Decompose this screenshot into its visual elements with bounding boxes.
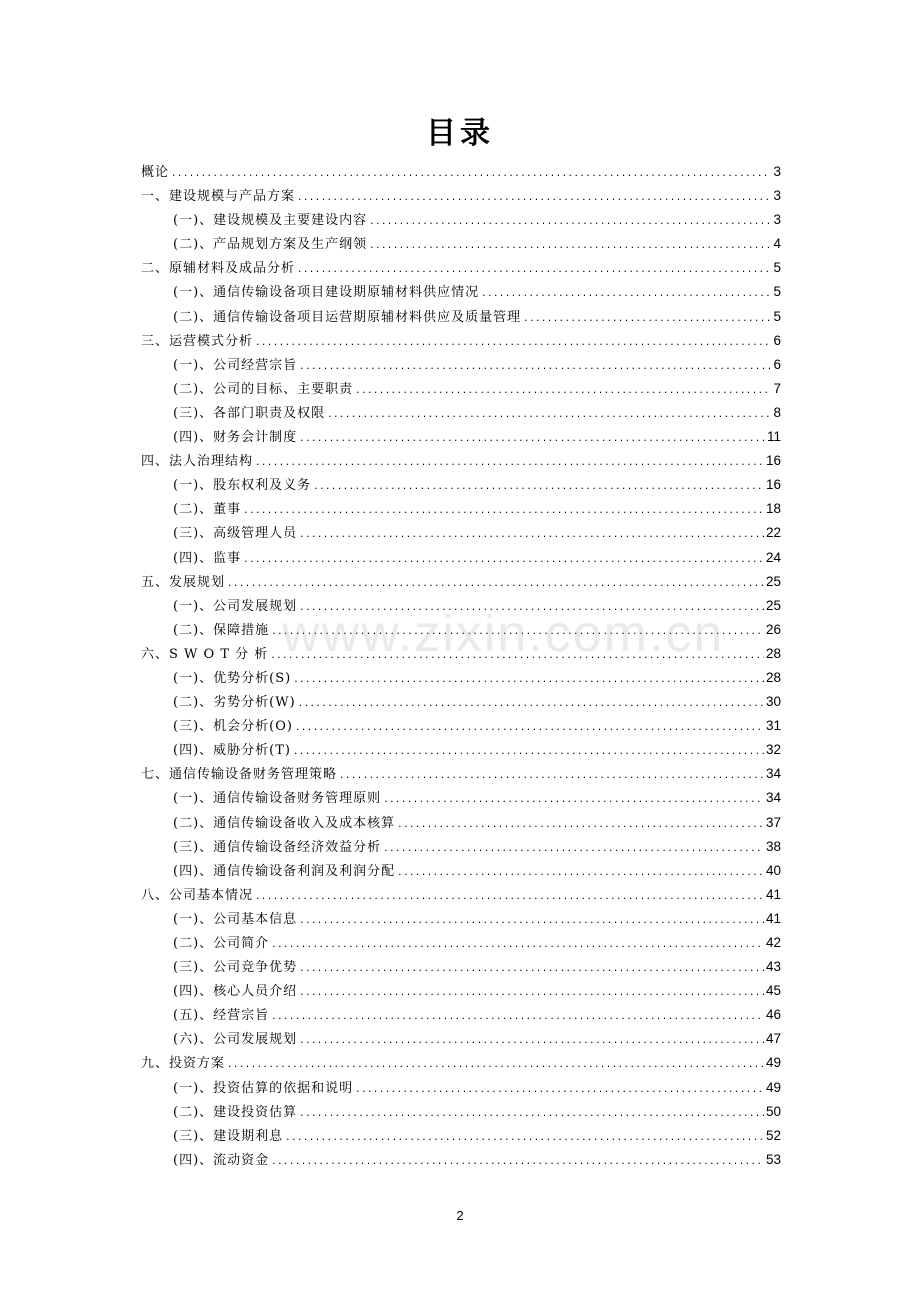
toc-entry-page: 8 [773, 404, 781, 420]
toc-entry-label: (二)、公司的目标、主要职责 [173, 381, 354, 397]
toc-entry-label: (四)、流动资金 [173, 1152, 270, 1168]
toc-entry-label: (五)、经营宗旨 [173, 1008, 270, 1024]
toc-dot-leader [270, 644, 764, 668]
toc-entry-page: 47 [765, 1031, 781, 1047]
toc-entry[interactable] [141, 714, 781, 738]
toc-entry-page: 26 [765, 621, 781, 637]
toc-entry-label: (一)、通信传输设备项目建设期原辅材料供应情况 [173, 285, 480, 301]
toc-entry-page: 24 [765, 549, 781, 565]
toc-entry[interactable] [141, 690, 781, 714]
toc-dot-leader [271, 933, 764, 957]
toc-entry-page: 16 [765, 453, 781, 469]
toc-entry-page: 42 [765, 935, 781, 950]
toc-entry[interactable] [141, 521, 781, 545]
toc-entry-page: 38 [765, 838, 781, 854]
toc-entry[interactable] [141, 786, 781, 810]
toc-entry-label: 六、S W O T 分 析 [141, 646, 269, 662]
toc-entry[interactable] [141, 256, 781, 280]
toc-entry-page: 28 [765, 645, 781, 661]
toc-entry-page: 25 [765, 597, 781, 613]
toc-entry-label: (三)、高级管理人员 [173, 526, 298, 542]
toc-entry-page: 3 [773, 212, 781, 228]
toc-dot-leader [297, 186, 771, 210]
toc-entry[interactable] [141, 184, 781, 208]
toc-entry-label: (四)、核心人员介绍 [173, 984, 298, 1000]
toc-entry-label: 概论 [141, 165, 170, 180]
toc-entry-label: (一)、优势分析(S) [173, 670, 292, 686]
toc-dot-leader [171, 162, 771, 186]
toc-dot-leader [271, 1005, 764, 1029]
toc-dot-leader [355, 1078, 764, 1102]
toc-entry[interactable] [141, 305, 781, 329]
toc-entry[interactable] [141, 907, 781, 931]
toc-dot-leader [227, 1053, 764, 1077]
toc-entry[interactable] [141, 811, 781, 835]
toc-entry[interactable] [141, 666, 781, 690]
toc-entry-page: 5 [773, 308, 781, 324]
toc-dot-leader [369, 234, 771, 258]
toc-entry[interactable] [141, 1027, 781, 1051]
toc-entry-page: 45 [765, 983, 781, 999]
toc-entry[interactable] [141, 401, 781, 425]
toc-entry[interactable] [141, 497, 781, 521]
toc-entry-page: 3 [773, 188, 781, 204]
toc-entry-label: (三)、机会分析(O) [173, 719, 293, 735]
toc-entry[interactable] [141, 329, 781, 353]
toc-entry-page: 49 [765, 1055, 781, 1071]
toc-entry-page: 6 [773, 356, 781, 372]
table-of-contents [141, 160, 781, 1172]
toc-entry-label: 五、发展规划 [141, 574, 226, 590]
toc-entry-label: (二)、劣势分析(W) [173, 695, 296, 711]
toc-dot-leader [397, 813, 764, 837]
toc-dot-leader [297, 258, 771, 282]
toc-dot-leader [285, 1126, 764, 1150]
toc-entry-page: 30 [765, 694, 781, 710]
toc-entry-page: 16 [765, 477, 781, 493]
toc-entry-page: 40 [765, 862, 781, 878]
toc-entry-page: 3 [773, 164, 781, 179]
toc-entry[interactable] [141, 1003, 781, 1027]
toc-entry-label: 一、建设规模与产品方案 [141, 189, 296, 205]
toc-entry-page: 34 [765, 766, 781, 782]
toc-dot-leader [299, 427, 765, 451]
toc-entry-label: (二)、产品规划方案及生产纲领 [173, 237, 368, 253]
toc-entry-label: (一)、通信传输设备财务管理原则 [173, 791, 382, 807]
toc-dot-leader [271, 620, 764, 644]
toc-dot-leader [255, 331, 771, 355]
toc-entry[interactable] [141, 1051, 781, 1075]
toc-entry[interactable] [141, 473, 781, 497]
toc-entry-page: 5 [773, 284, 781, 300]
toc-entry[interactable] [141, 979, 781, 1003]
toc-entry[interactable] [141, 232, 781, 256]
toc-entry-page: 11 [766, 429, 781, 445]
toc-dot-leader [227, 572, 764, 596]
toc-dot-leader [299, 1102, 764, 1126]
toc-entry-label: (一)、建设规模及主要建设内容 [173, 213, 368, 229]
toc-entry-label: 二、原辅材料及成品分析 [141, 261, 296, 277]
toc-dot-leader [299, 523, 764, 547]
toc-entry[interactable] [141, 208, 781, 232]
toc-entry-page: 7 [773, 380, 781, 396]
page-number: 2 [456, 1208, 464, 1223]
toc-entry-page: 49 [765, 1079, 781, 1095]
toc-dot-leader [255, 451, 764, 475]
toc-entry[interactable] [141, 762, 781, 786]
toc-dot-leader [293, 668, 764, 692]
toc-entry-page: 18 [765, 501, 781, 517]
toc-entry[interactable] [141, 1100, 781, 1124]
toc-entry[interactable] [141, 618, 781, 642]
toc-dot-leader [313, 475, 764, 499]
toc-dot-leader [383, 837, 764, 861]
toc-entry-label: (四)、监事 [173, 550, 242, 566]
toc-entry-page: 50 [765, 1103, 781, 1119]
toc-entry-label: 八、公司基本情况 [141, 887, 254, 903]
toc-entry-label: (四)、财务会计制度 [173, 430, 298, 446]
toc-dot-leader [243, 548, 764, 572]
toc-entry[interactable] [141, 594, 781, 618]
toc-dot-leader [339, 764, 764, 788]
toc-entry-page: 41 [765, 886, 781, 902]
toc-entry-label: 九、投资方案 [141, 1056, 226, 1072]
toc-dot-leader [355, 379, 771, 403]
toc-entry-label: (三)、各部门职责及权限 [173, 405, 326, 421]
toc-dot-leader [397, 861, 764, 885]
toc-entry[interactable] [141, 425, 781, 449]
toc-dot-leader [293, 740, 764, 764]
toc-entry-label: 四、法人治理结构 [141, 454, 254, 470]
page-title: 目录 [426, 116, 494, 151]
toc-entry-label: (二)、建设投资估算 [173, 1104, 298, 1120]
toc-entry[interactable] [141, 280, 781, 304]
toc-entry[interactable] [141, 883, 781, 907]
toc-dot-leader [295, 716, 764, 740]
toc-entry-label: (一)、公司基本信息 [173, 911, 298, 927]
toc-entry-page: 43 [765, 959, 781, 975]
toc-dot-leader [327, 403, 771, 427]
toc-dot-leader [299, 981, 764, 1005]
toc-entry-page: 6 [773, 332, 781, 348]
toc-entry[interactable] [141, 642, 781, 666]
toc-entry-page: 37 [765, 814, 781, 830]
toc-entry-label: (一)、股东权利及义务 [173, 478, 312, 494]
toc-entry-page: 34 [765, 790, 781, 806]
toc-entry-label: (二)、保障措施 [173, 622, 270, 638]
toc-entry[interactable] [141, 859, 781, 883]
toc-dot-leader [299, 957, 764, 981]
toc-entry-label: (二)、通信传输设备收入及成本核算 [173, 815, 396, 831]
toc-entry[interactable] [141, 955, 781, 979]
toc-entry-page: 52 [765, 1127, 781, 1143]
watermark: www.zixin.com.cn [282, 605, 725, 663]
toc-dot-leader [523, 307, 771, 331]
toc-entry[interactable] [141, 353, 781, 377]
toc-entry-label: (一)、公司经营宗旨 [173, 357, 298, 373]
toc-dot-leader [299, 355, 771, 379]
toc-entry-page: 5 [773, 260, 781, 276]
toc-entry[interactable] [141, 931, 781, 955]
toc-dot-leader [298, 692, 764, 716]
toc-entry-label: (二)、董事 [173, 502, 242, 518]
toc-entry[interactable] [141, 1076, 781, 1100]
toc-entry[interactable] [141, 377, 781, 401]
toc-entry-page: 46 [765, 1007, 781, 1023]
toc-entry-page: 4 [773, 236, 781, 252]
toc-entry-label: (四)、威胁分析(T) [173, 743, 291, 759]
toc-entry-page: 31 [765, 718, 781, 734]
toc-entry-label: 三、运营模式分析 [141, 333, 254, 349]
toc-entry-page: 22 [765, 525, 781, 541]
toc-dot-leader [383, 788, 764, 812]
toc-entry[interactable] [141, 570, 781, 594]
toc-entry[interactable] [141, 738, 781, 762]
toc-entry[interactable] [141, 1124, 781, 1148]
toc-entry-label: (三)、建设期利息 [173, 1128, 284, 1144]
toc-entry-page: 41 [765, 910, 781, 926]
toc-entry-label: (三)、通信传输设备经济效益分析 [173, 839, 382, 855]
toc-dot-leader [369, 210, 771, 234]
toc-entry[interactable] [141, 546, 781, 570]
toc-dot-leader [299, 1029, 764, 1053]
toc-dot-leader [271, 1150, 764, 1174]
toc-entry-page: 53 [765, 1151, 781, 1167]
toc-entry-label: (一)、公司发展规划 [173, 598, 298, 614]
toc-entry-page: 32 [765, 742, 781, 758]
toc-entry-label: (三)、公司竞争优势 [173, 960, 298, 976]
toc-entry-label: (六)、公司发展规划 [173, 1032, 298, 1048]
toc-dot-leader [255, 885, 764, 909]
toc-entry[interactable] [141, 835, 781, 859]
toc-dot-leader [243, 499, 764, 523]
toc-entry-page: 25 [765, 573, 781, 589]
toc-entry-page: 28 [765, 669, 781, 685]
toc-entry[interactable] [141, 1148, 781, 1172]
toc-dot-leader [299, 909, 764, 933]
toc-entry[interactable] [141, 449, 781, 473]
toc-entry-label: 七、通信传输设备财务管理策略 [141, 767, 338, 783]
toc-entry-label: (二)、公司简介 [173, 936, 270, 951]
toc-dot-leader [299, 596, 764, 620]
toc-entry[interactable] [141, 160, 781, 184]
toc-entry-label: (一)、投资估算的依据和说明 [173, 1080, 354, 1096]
toc-entry-label: (二)、通信传输设备项目运营期原辅材料供应及质量管理 [173, 309, 522, 325]
toc-dot-leader [481, 282, 771, 306]
toc-entry-label: (四)、通信传输设备利润及利润分配 [173, 863, 396, 879]
